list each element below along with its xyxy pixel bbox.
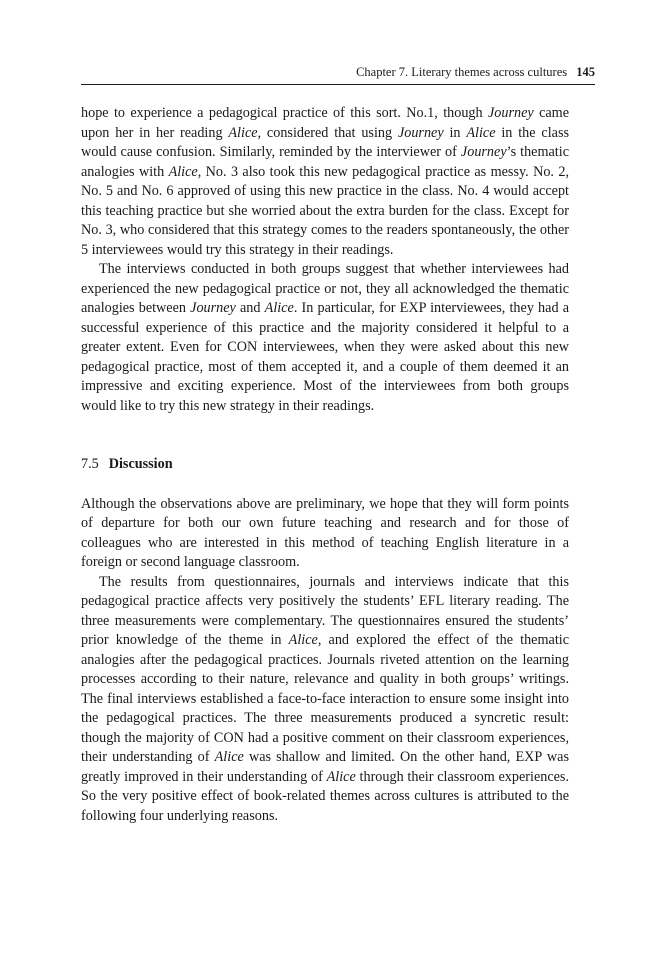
text-run: , and explored the effect of the thematic analogies after the pedagogical practices. Journals riveted attention on the learning processes according to their nature, relevance and quality in both groups’ writings. The final interviews established a face-to-face interaction to ensure some insight into the pedagogical practices. The three measurements produced a syncretic result: though the majority of CON had a positive comment on their classroom experiences, their understanding of	[81, 632, 569, 765]
italic-title: Alice	[326, 768, 356, 785]
paragraph	[81, 495, 569, 573]
chapter-title: Chapter 7. Literary themes across cultures	[356, 65, 568, 79]
page-number: 145	[576, 65, 595, 79]
paragraph	[81, 260, 569, 416]
text-run: came upon her in her reading	[81, 105, 569, 141]
paragraph	[81, 573, 569, 827]
text-run: through their classroom experiences. So the very positive effect of book-related themes across cultures is attributed to the following four underlying reasons.	[81, 768, 569, 824]
italic-title: Alice	[288, 632, 318, 648]
text-run: The results from questionnaires, journals and interviews indicate that this pedagogical practice affects very positively the students’ EFL literary reading. The three measurements were complementary. The questionnaires ensured the students’ prior knowledge of the theme in	[81, 573, 569, 648]
section-number: 7.5	[81, 456, 99, 472]
italic-title: Alice	[466, 124, 496, 141]
text-run: was shallow and limited. On the other hand, EXP was greatly improved in their understanding of	[81, 749, 569, 785]
paragraphs-after-section	[81, 495, 569, 827]
text-run: The interviews conducted in both groups suggest that whether interviewees had experienced the new pedagogical practice or not, they all acknowledged the thematic analogies between	[81, 261, 569, 316]
text-run: hope to experience a pedagogical practice of this sort. No.1, though	[81, 105, 488, 121]
header-rule	[81, 84, 595, 85]
text-run: and	[235, 300, 265, 316]
section-title: Discussion	[108, 456, 173, 472]
italic-title: Alice	[214, 749, 244, 765]
text-run: Although the observations above are preliminary, we hope that they will form points of departure for both our own future teaching and research and for those of colleagues who are interested in this method of teaching English literature in a foreign or second language classroom.	[81, 495, 569, 570]
text-run: in	[443, 124, 467, 141]
paragraph	[81, 104, 569, 260]
running-head	[81, 62, 595, 82]
text-run: , considered that using	[257, 124, 398, 141]
text-run: , No. 3 also took this new pedagogical practice as messy. No. 2, No. 5 and No. 6 approved of using this new practice in the class. No. 4 would accept this teaching practice but she worried about the extra burden for the class. Except for No. 3, who considered that this strategy comes to the readers spontaneously, the other 5 interviewees would try this strategy in their readings.	[81, 163, 569, 258]
italic-title: Alice	[168, 163, 198, 180]
body-text	[81, 104, 569, 826]
section-heading	[81, 455, 569, 475]
italic-title: Journey	[190, 300, 236, 316]
italic-title: Journey	[397, 124, 444, 141]
text-run: ’s thematic analogies with	[81, 144, 569, 180]
paragraphs-before-section	[81, 104, 569, 416]
italic-title: Journey	[487, 105, 534, 121]
italic-title: Alice	[228, 124, 258, 141]
italic-title: Alice	[264, 300, 294, 316]
text-run: . In particular, for EXP interviewees, they had a successful experience of this practice and the majority considered it helpful to a greater extent. Even for CON interviewees, when they were asked about this new pedagogical practice, most of them accepted it, and a couple of them deemed it an impressive and exciting experience. Most of the interviewees from both groups would like to try this new strategy in their readings.	[81, 300, 569, 414]
text-run: in the class would cause confusion. Similarly, reminded by the interviewer of	[81, 124, 569, 160]
italic-title: Journey	[460, 144, 507, 160]
